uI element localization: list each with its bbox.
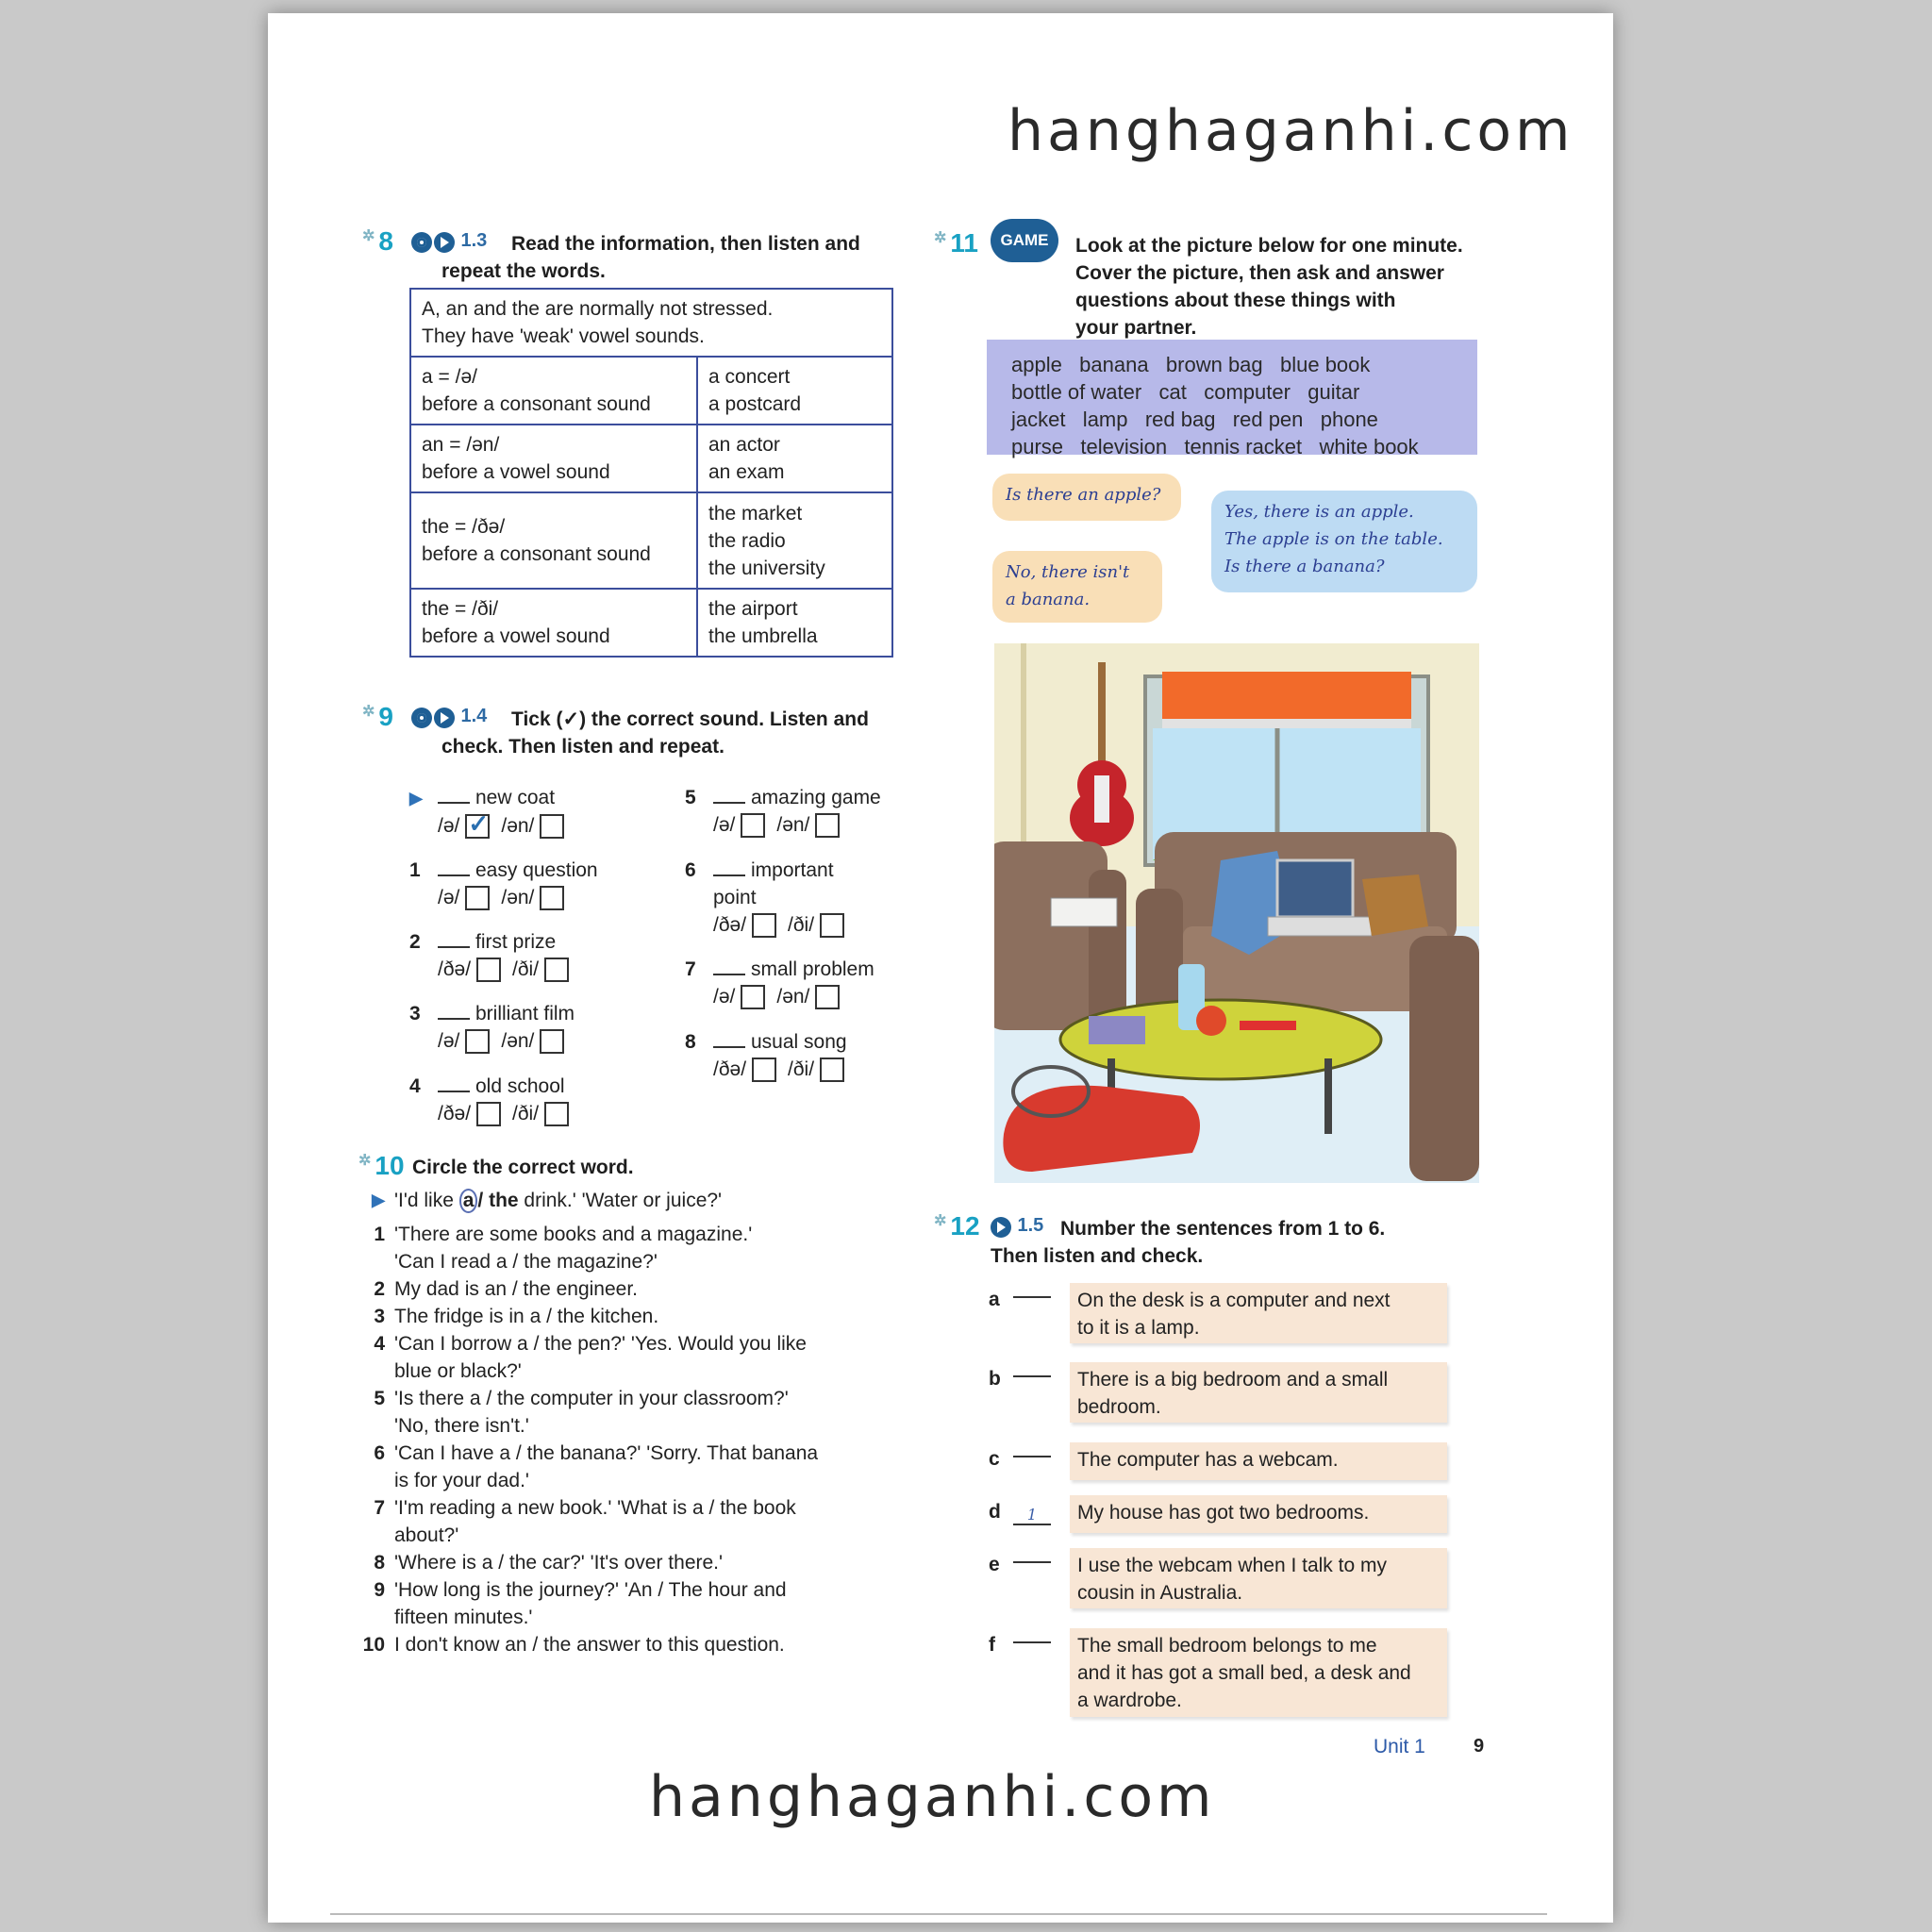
tick-item: 4 old school /ðə/ /ði/: [409, 1073, 580, 1127]
armchair: [994, 841, 1126, 1030]
example-arrow-icon: ▶: [409, 789, 423, 808]
articles-rule-table: [409, 288, 893, 658]
play-icon[interactable]: [991, 1217, 1011, 1238]
circled-answer: a: [459, 1189, 478, 1213]
sentence-item: 4 'Can I borrow a / the pen?' 'Yes. Would you like blue or black?': [374, 1333, 807, 1382]
checkbox[interactable]: [752, 1058, 776, 1082]
sentence-item: 8 'Where is a / the car?' 'It's over there.': [374, 1552, 724, 1574]
exercise-9-audio-icons[interactable]: [411, 706, 487, 728]
sentence-item: 6 'Can I have a / the banana?' 'Sorry. That banana is for your dad.': [374, 1442, 819, 1491]
tick-item-example: ▶ new coat /ə/✓ /ən/: [409, 784, 575, 840]
rule-cell: the = /ðə/ before a consonant sound: [410, 492, 697, 589]
example-cell: the airport the umbrella: [697, 589, 892, 657]
watermark-bottom: hanghaganhi.com: [649, 1764, 1216, 1830]
answer-blank[interactable]: [1013, 1641, 1051, 1643]
laptop-keyboard: [1268, 917, 1372, 936]
checkbox[interactable]: [540, 1029, 564, 1054]
checkbox[interactable]: [465, 814, 490, 839]
tick-item: 7 small problem /ə/ /ən/: [685, 956, 874, 1010]
item-letter: d: [989, 1501, 1001, 1523]
game-badge: GAME: [991, 219, 1058, 262]
unit-label: Unit 1: [1374, 1736, 1425, 1757]
item-letter: a: [989, 1289, 1000, 1310]
checkbox[interactable]: [476, 958, 501, 982]
textbook-page: [268, 13, 1613, 1923]
item-letter: e: [989, 1554, 1000, 1575]
page-number: 9: [1474, 1736, 1485, 1757]
sentence-item: 9 'How long is the journey?' 'An / The hour and fifteen minutes.': [374, 1579, 787, 1628]
answer-blank[interactable]: [1013, 1456, 1051, 1457]
checkbox[interactable]: [741, 985, 765, 1009]
checkbox[interactable]: [815, 813, 840, 838]
example-sentence: ▶ 'I'd like a / the drink.' 'Water or juice?': [394, 1187, 722, 1214]
exercise-9-instruction-2: check. Then listen and repeat.: [441, 736, 724, 758]
speech-bubble-answer-yes: Yes, there is an apple. The apple is on the table. Is there a banana?: [1211, 491, 1477, 592]
checkbox[interactable]: [741, 813, 765, 838]
checkbox[interactable]: [465, 1029, 490, 1054]
item-letter: c: [989, 1448, 1000, 1470]
answer-blank[interactable]: [1013, 1561, 1051, 1563]
rule-table-header: A, an and the are normally not stressed. They have 'weak' vowel sounds.: [410, 289, 892, 357]
answer-blank[interactable]: [1013, 1375, 1051, 1377]
checkbox[interactable]: [752, 913, 776, 938]
play-icon[interactable]: [434, 232, 455, 253]
living-room-illustration: [994, 643, 1479, 1183]
track-number: 1.5: [1017, 1215, 1044, 1236]
checkbox[interactable]: [540, 814, 564, 839]
checkbox[interactable]: [815, 985, 840, 1009]
example-cell: the market the radio the university: [697, 492, 892, 589]
exercise-8-audio-icons[interactable]: [411, 230, 487, 253]
exercise-10-number: ✲ 10: [358, 1151, 405, 1180]
sentence-strip: I use the webcam when I talk to my cousin in Australia.: [1070, 1548, 1447, 1608]
checkbox[interactable]: [544, 1102, 569, 1126]
exercise-12-instruction-2: Then listen and check.: [991, 1245, 1204, 1267]
sentence-item: 7 'I'm reading a new book.' 'What is a / the book about?': [374, 1497, 796, 1546]
example-cell: a concert a postcard: [697, 357, 892, 425]
sentence-item: 5 'Is there a / the computer in your classroom?' 'No, there isn't.': [374, 1388, 789, 1437]
sentence-strip: The small bedroom belongs to me and it has got a small bed, a desk and a wardrobe.: [1070, 1628, 1447, 1717]
item-letter: f: [989, 1634, 995, 1656]
tick-item: 5 amazing game /ə/ /ən/: [685, 784, 881, 839]
exercise-12-instruction: Number the sentences from 1 to 6.: [1060, 1218, 1386, 1240]
cd-icon: [411, 232, 432, 253]
speech-bubble-question: Is there an apple?: [992, 474, 1181, 521]
star-icon: ✲: [362, 704, 375, 720]
bottom-rule: [330, 1913, 1547, 1915]
exercise-11-number: ✲ 11: [934, 228, 979, 258]
exercise-8-instruction: Read the information, then listen and: [511, 233, 860, 255]
checkbox[interactable]: [820, 1058, 844, 1082]
cd-icon: [411, 708, 432, 728]
star-icon: ✲: [358, 1153, 372, 1169]
checkbox[interactable]: [544, 958, 569, 982]
laptop: [1277, 860, 1353, 917]
exercise-12-audio-icons[interactable]: [991, 1215, 1043, 1238]
sentence-strip: My house has got two bedrooms.: [1070, 1495, 1447, 1533]
exercise-11-instruction: Look at the picture below for one minute. Cover the picture, then ask and answer questions about these things with your partner.: [1075, 235, 1463, 339]
checkbox[interactable]: [540, 886, 564, 910]
word-box: apple banana brown bag blue book bottle of water cat computer guitar jacket lamp red bag red pen phone purse television tennis racket white book: [987, 340, 1477, 455]
star-icon: ✲: [934, 230, 947, 246]
red-pen: [1240, 1021, 1296, 1030]
exercise-12-number: ✲ 12: [934, 1211, 980, 1241]
rule-cell: an = /ən/ before a vowel sound: [410, 425, 697, 492]
tick-item: 8 usual song /ðə/ /ði/: [685, 1028, 856, 1083]
tick-item: 2 first prize /ðə/ /ði/: [409, 928, 580, 983]
exercise-8-instruction-2: repeat the words.: [441, 260, 606, 282]
play-icon[interactable]: [434, 708, 455, 728]
tick-item: 6 important point /ðə/ /ði/: [685, 857, 856, 939]
brown-bag: [1362, 874, 1428, 936]
phone: [1089, 1016, 1145, 1044]
sentence-item: 10 I don't know an / the answer to this question.: [362, 1634, 785, 1656]
exercise-10-instruction: Circle the correct word.: [412, 1157, 634, 1178]
example-arrow-icon: ▶: [372, 1191, 385, 1209]
rule-cell: a = /ə/ before a consonant sound: [410, 357, 697, 425]
tick-item: 3 brilliant film /ə/ /ən/: [409, 1000, 575, 1055]
example-cell: an actor an exam: [697, 425, 892, 492]
star-icon: ✲: [362, 228, 375, 244]
checkbox[interactable]: [820, 913, 844, 938]
apple: [1196, 1006, 1226, 1036]
exercise-9-number: ✲ 9: [362, 702, 393, 731]
rule-cell: the = /ði/ before a vowel sound: [410, 589, 697, 657]
sentence-strip: The computer has a webcam.: [1070, 1442, 1447, 1480]
watermark-top: hanghaganhi.com: [1008, 98, 1574, 164]
tick-item: 1 easy question /ə/ /ən/: [409, 857, 598, 911]
speech-bubble-answer-no: No, there isn't a banana.: [992, 551, 1162, 623]
star-icon: ✲: [934, 1213, 947, 1229]
answer-blank[interactable]: 1: [1013, 1507, 1051, 1525]
exercise-8-number: ✲ 8: [362, 226, 393, 256]
checkbox[interactable]: [465, 886, 490, 910]
sentence-item: 3 The fridge is in a / the kitchen.: [374, 1306, 659, 1327]
sentence-item: 2 My dad is an / the engineer.: [374, 1278, 638, 1300]
sentence-strip: There is a big bedroom and a small bedroom.: [1070, 1362, 1447, 1423]
track-number: 1.4: [460, 706, 488, 726]
exercise-9-instruction: Tick (✓) the correct sound. Listen and: [511, 708, 869, 730]
sentence-item: 1 'There are some books and a magazine.' 'Can I read a / the magazine?': [374, 1224, 753, 1273]
track-number: 1.3: [460, 230, 488, 251]
checkbox[interactable]: [476, 1102, 501, 1126]
sentence-strip: On the desk is a computer and next to it is a lamp.: [1070, 1283, 1447, 1343]
item-letter: b: [989, 1368, 1001, 1390]
answer-blank[interactable]: [1013, 1296, 1051, 1298]
